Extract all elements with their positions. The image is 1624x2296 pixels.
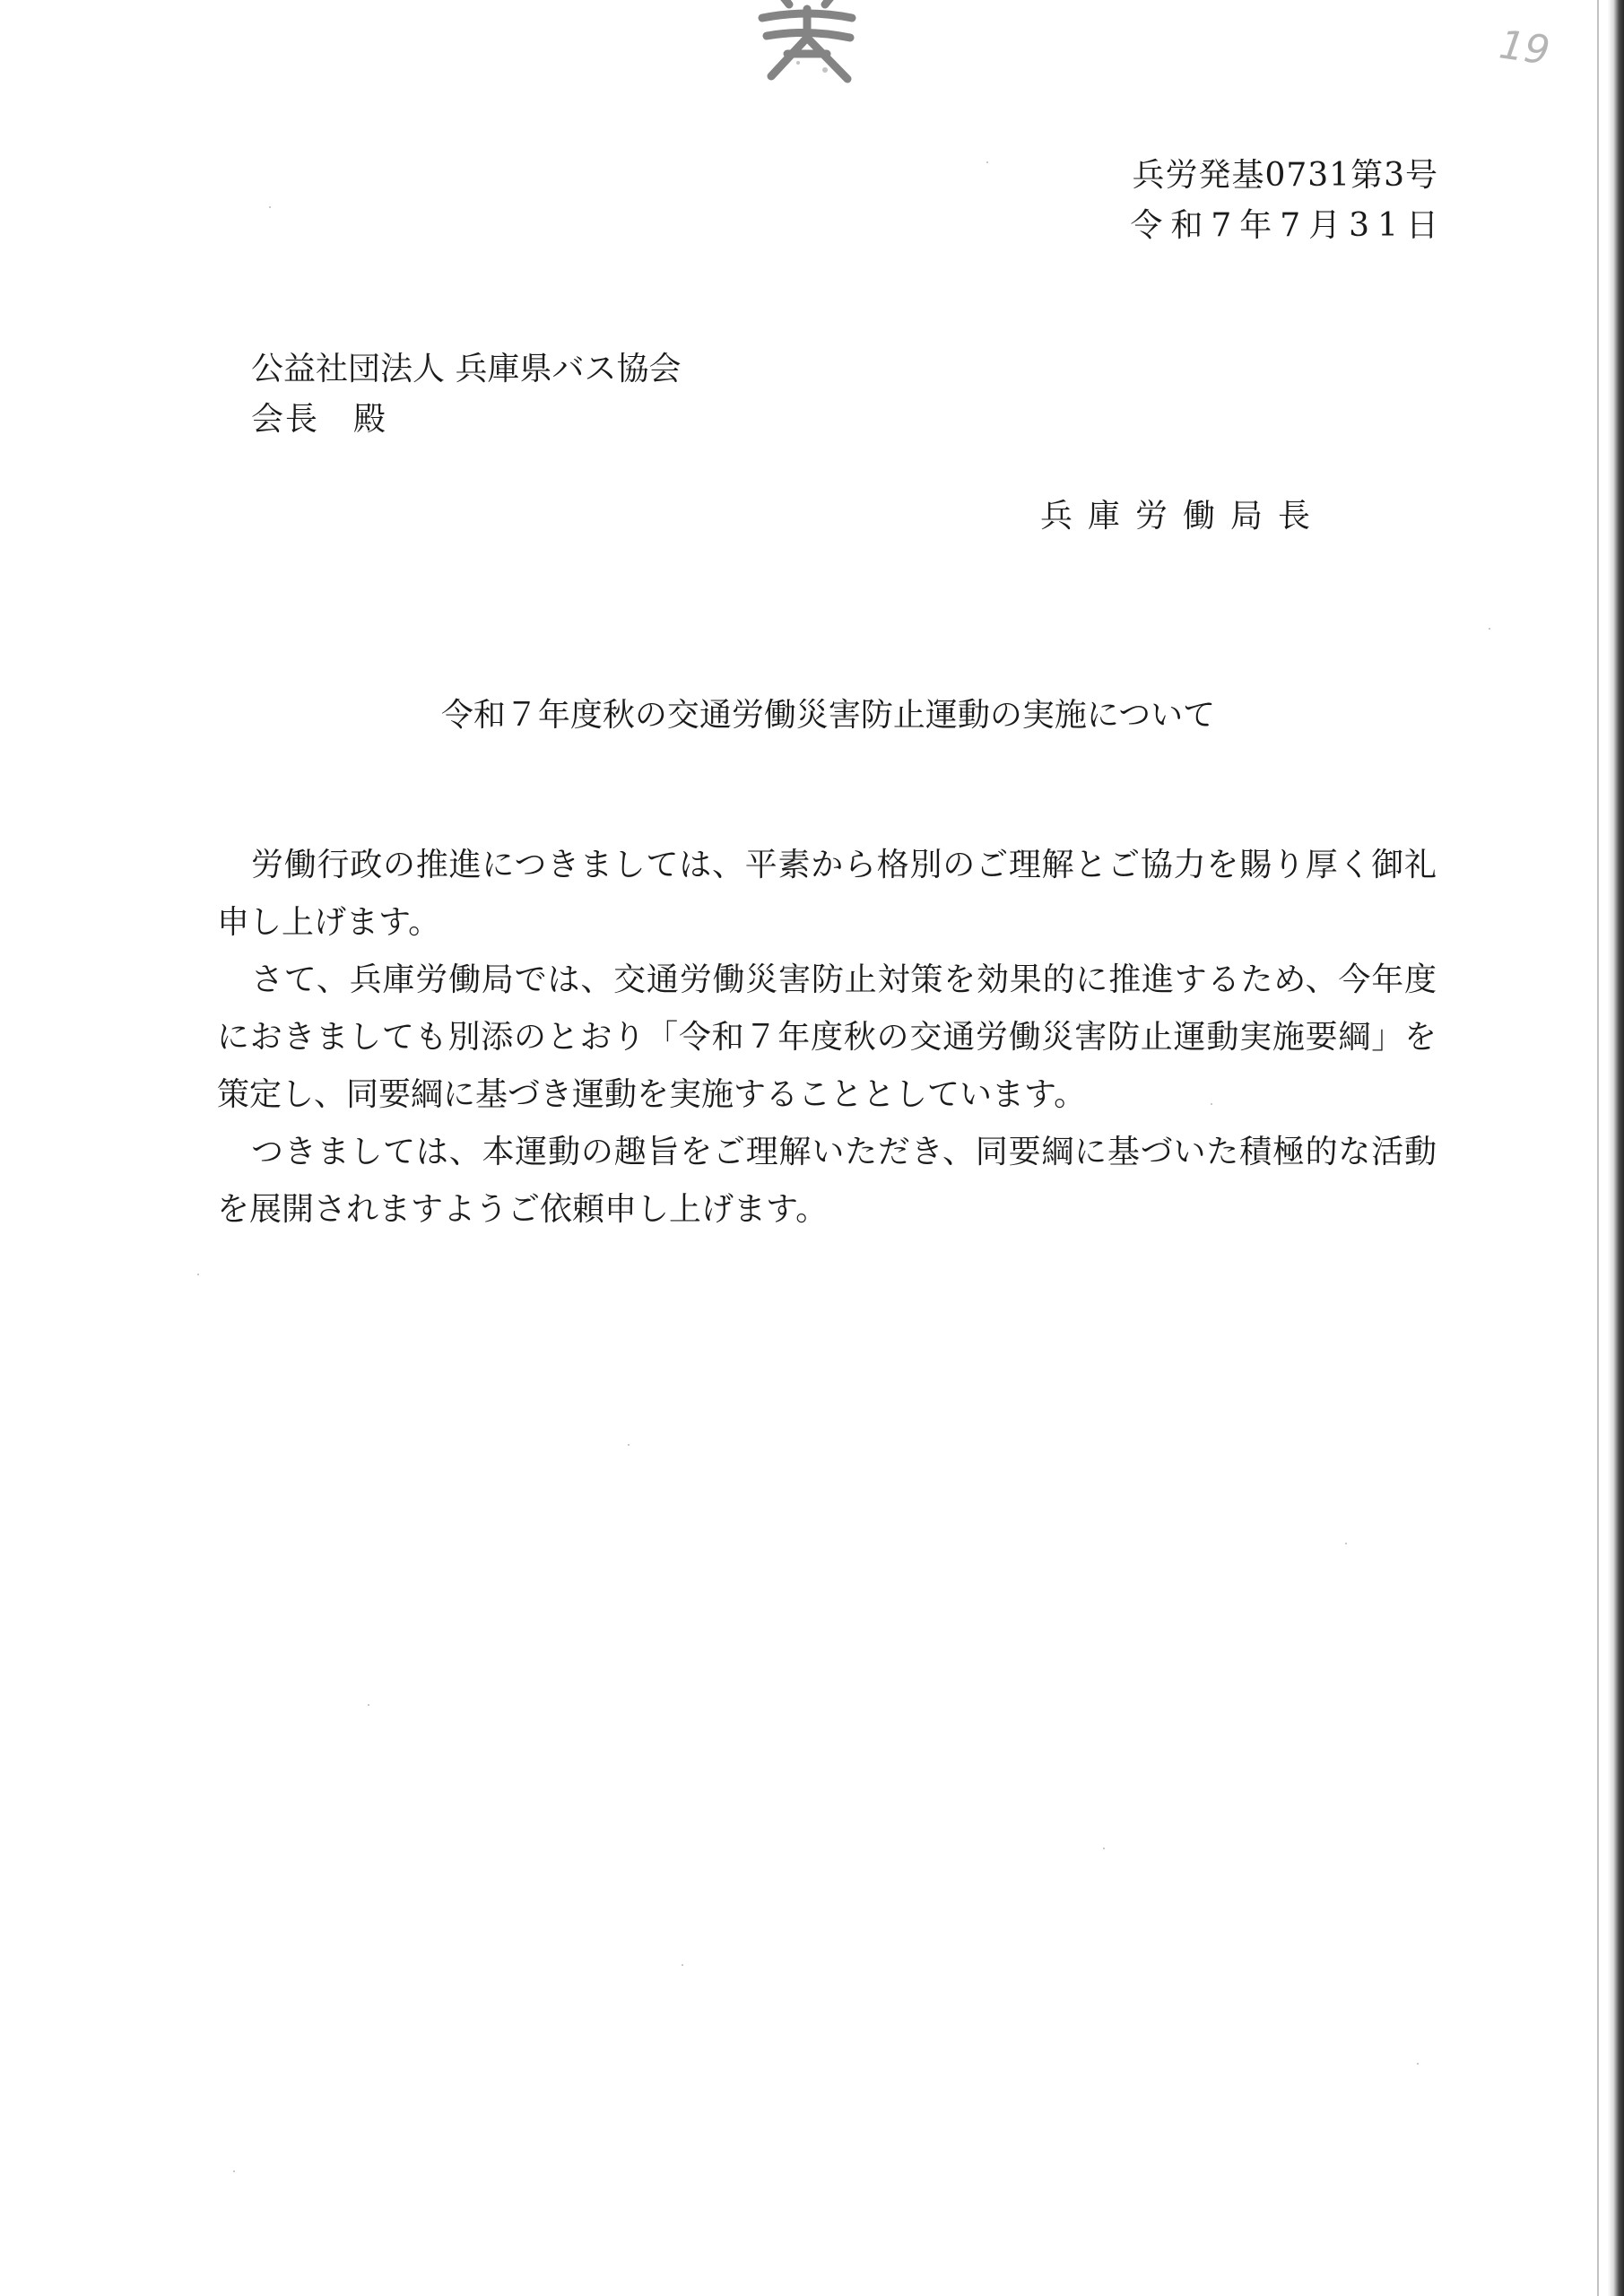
document-body (217, 837, 1437, 1239)
body-paragraph: つきましては、本運動の趣旨をご理解いただき、同要綱に基づいた積極的な活動を展開されますようご依頼申し上げます。 (217, 1134, 1437, 1228)
scan-speck (628, 1444, 630, 1446)
reference-block (1130, 151, 1446, 251)
scan-speck (1211, 1103, 1212, 1105)
document-date: 令和7年7月31日 (1130, 207, 1446, 244)
page-number: 19 (1496, 22, 1553, 74)
document-title: 令和７年度秋の交通労働災害防止運動の実施について (440, 697, 1216, 734)
scan-speck (682, 1964, 683, 1966)
scan-speck (986, 161, 988, 163)
scan-speck (368, 1704, 369, 1706)
sender-name: 兵庫労働局長 (1040, 498, 1326, 535)
addressee-title: 会長 殿 (251, 401, 388, 438)
scan-edge-line (1597, 0, 1599, 2296)
addressee-block (251, 344, 681, 445)
reference-number: 兵労発基0731第3号 (1132, 157, 1438, 194)
scan-speck (1103, 1848, 1105, 1849)
scan-speck (1345, 1543, 1347, 1544)
scan-speck (1489, 628, 1490, 630)
seal-stamp-icon (735, 0, 879, 90)
body-paragraph: 労働行政の推進につきましては、平素から格別のご理解とご協力を賜り厚く御礼申し上げます。 (217, 847, 1437, 941)
scan-edge (1608, 0, 1624, 2296)
scan-speck (233, 2170, 235, 2172)
addressee-organization: 公益社団法人 兵庫県バス協会 (251, 351, 682, 387)
scan-speck (1417, 2063, 1419, 2065)
scan-speck (197, 1274, 199, 1275)
body-paragraph: さて、兵庫労働局では、交通労働災害防止対策を効果的に推進するため、今年度におきましても別添のとおり「令和７年度秋の交通労働災害防止運動実施要綱」を策定し、同要綱に基づき運動を実施することとしています。 (217, 961, 1437, 1113)
scan-speck (269, 206, 271, 208)
